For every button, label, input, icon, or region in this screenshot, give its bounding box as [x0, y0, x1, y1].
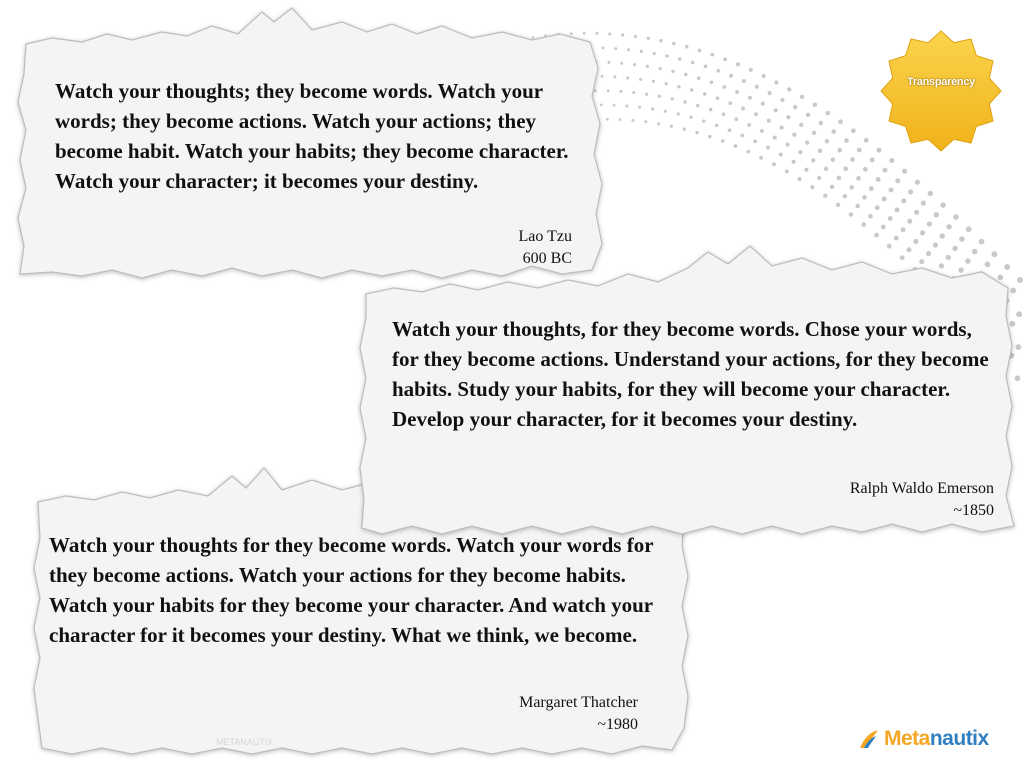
quote-era: ~1850	[953, 502, 994, 519]
transparency-badge	[870, 26, 1012, 156]
quote-author: Ralph Waldo Emerson	[849, 480, 994, 497]
quote-card-ralph-waldo-emerson	[358, 244, 1018, 538]
quote-text: Watch your thoughts for they become words. Watch your words for they become actions. Watch your actions for they become habits. Watch your habits for they become your character. And watch your character for it becomes your destiny. What we think, we become.	[49, 533, 654, 647]
brand-name-part1: Meta	[884, 727, 930, 750]
brand-name-part2: nautix	[929, 727, 989, 750]
badge-starburst-shape	[870, 26, 1012, 156]
metanautix-logo	[858, 724, 989, 754]
watermark-text: METANAUTIX	[216, 737, 274, 747]
quote-text: Watch your thoughts; they become words. Watch your words; they become actions. Watch your actions; they become habit. Watch your habits; they become character. Watch your character; it becomes your destiny.	[55, 79, 569, 193]
quote-era: ~1980	[597, 716, 638, 733]
badge-label: Transparency	[907, 76, 975, 88]
quote-text: Watch your thoughts, for they become words. Chose your words, for they become actions. Understand your actions, for they become habits. Study your habits, for they will become your character. Develop your character, for it becomes your destiny.	[392, 317, 989, 431]
quote-author: Lao Tzu	[518, 228, 572, 245]
quote-attribution	[850, 478, 994, 522]
quote-era: 600 BC	[522, 250, 572, 267]
quote-author: Margaret Thatcher	[519, 694, 638, 711]
brand-name	[884, 727, 989, 751]
wing-icon	[858, 728, 880, 750]
quote-attribution	[519, 692, 638, 736]
